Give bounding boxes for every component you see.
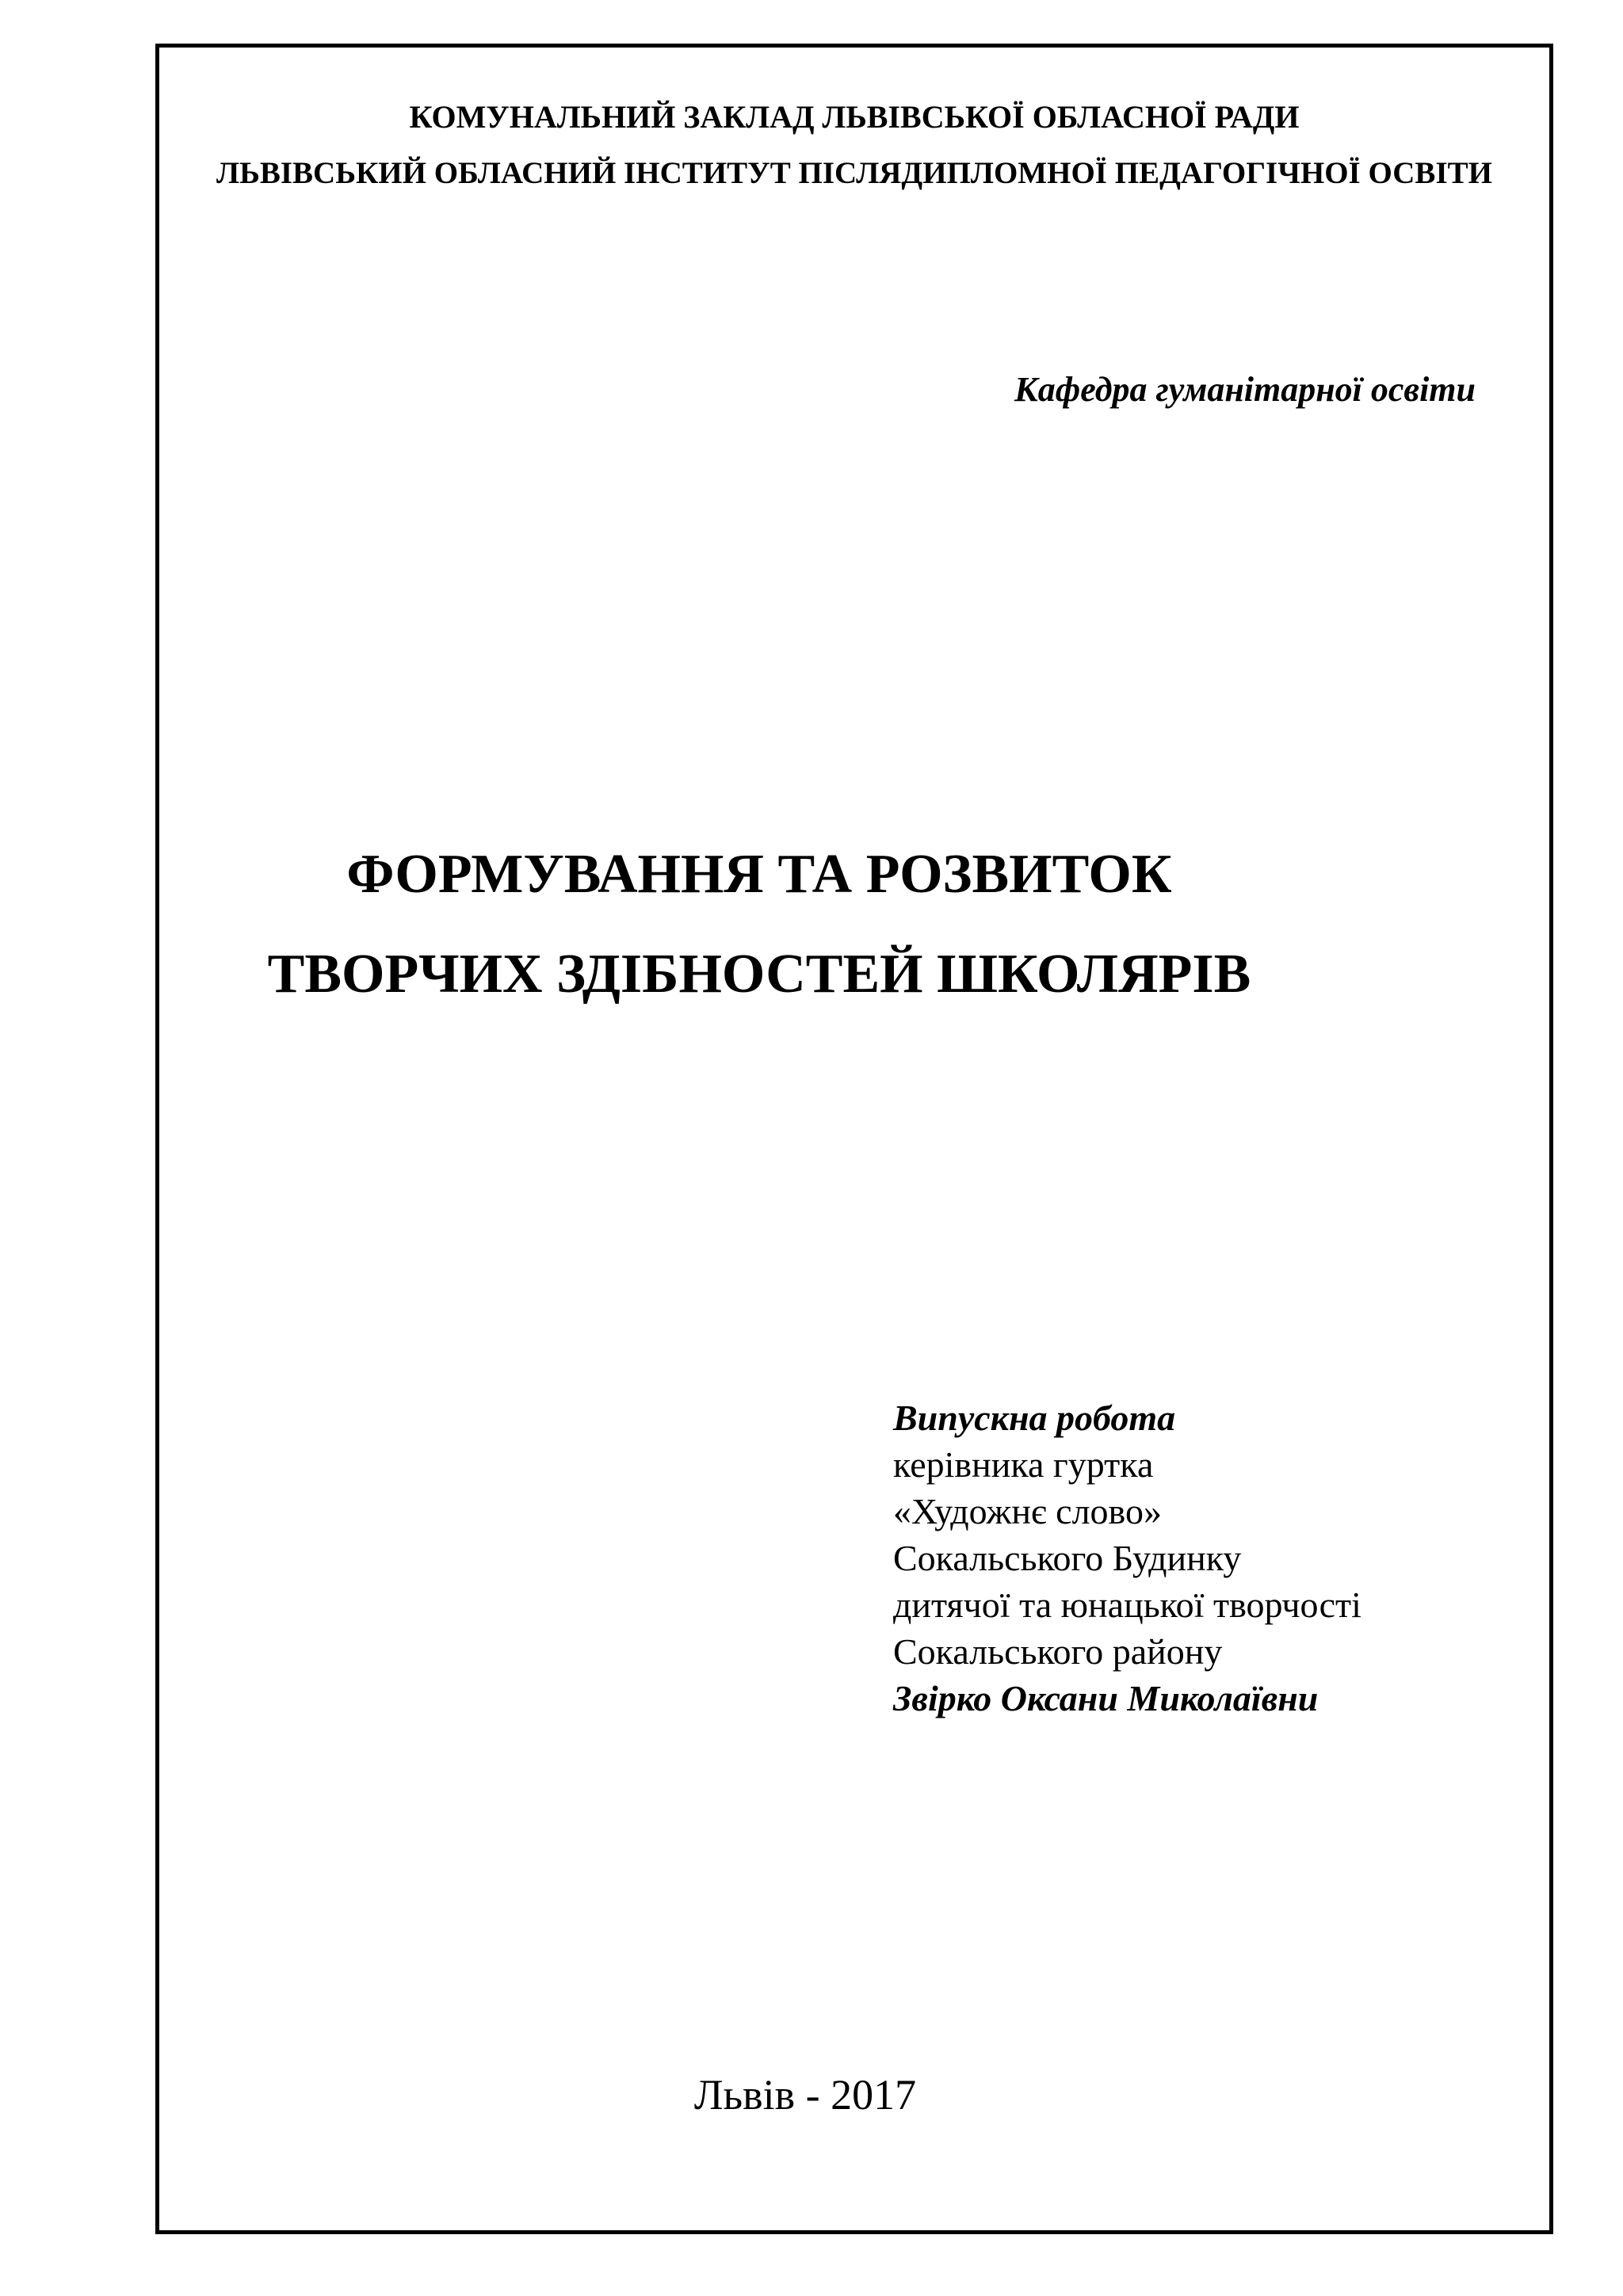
- author-info-line: дитячої та юнацької творчості: [893, 1585, 1361, 1625]
- institution-line-2: ЛЬВІВСЬКИЙ ОБЛАСНИЙ ІНСТИТУТ ПІСЛЯДИПЛОМНОЇ ПЕДАГОГІЧНОЇ ОСВІТИ: [216, 156, 1492, 190]
- author-info-line: Сокальського Будинку: [893, 1538, 1242, 1578]
- author-name: Звірко Оксани Миколаївни: [893, 1678, 1319, 1718]
- department-name: Кафедра гуманітарної освіти: [1014, 370, 1476, 409]
- author-info-line: керівника гуртка: [893, 1444, 1154, 1485]
- author-info-line: Сокальського району: [893, 1631, 1223, 1672]
- title-line-1: ФОРМУВАННЯ ТА РОЗВИТОК: [346, 844, 1172, 905]
- work-type: Випускна робота: [893, 1398, 1176, 1438]
- author-info-block: [893, 1394, 1361, 1722]
- city-year: Львів - 2017: [693, 2071, 917, 2119]
- institution-line-1: КОМУНАЛЬНИЙ ЗАКЛАД ЛЬВІВСЬКОЇ ОБЛАСНОЇ РАДИ: [409, 99, 1300, 135]
- title-line-2: ТВОРЧИХ ЗДІБНОСТЕЙ ШКОЛЯРІВ: [267, 944, 1251, 1005]
- author-info-line: «Художнє слово»: [893, 1491, 1162, 1531]
